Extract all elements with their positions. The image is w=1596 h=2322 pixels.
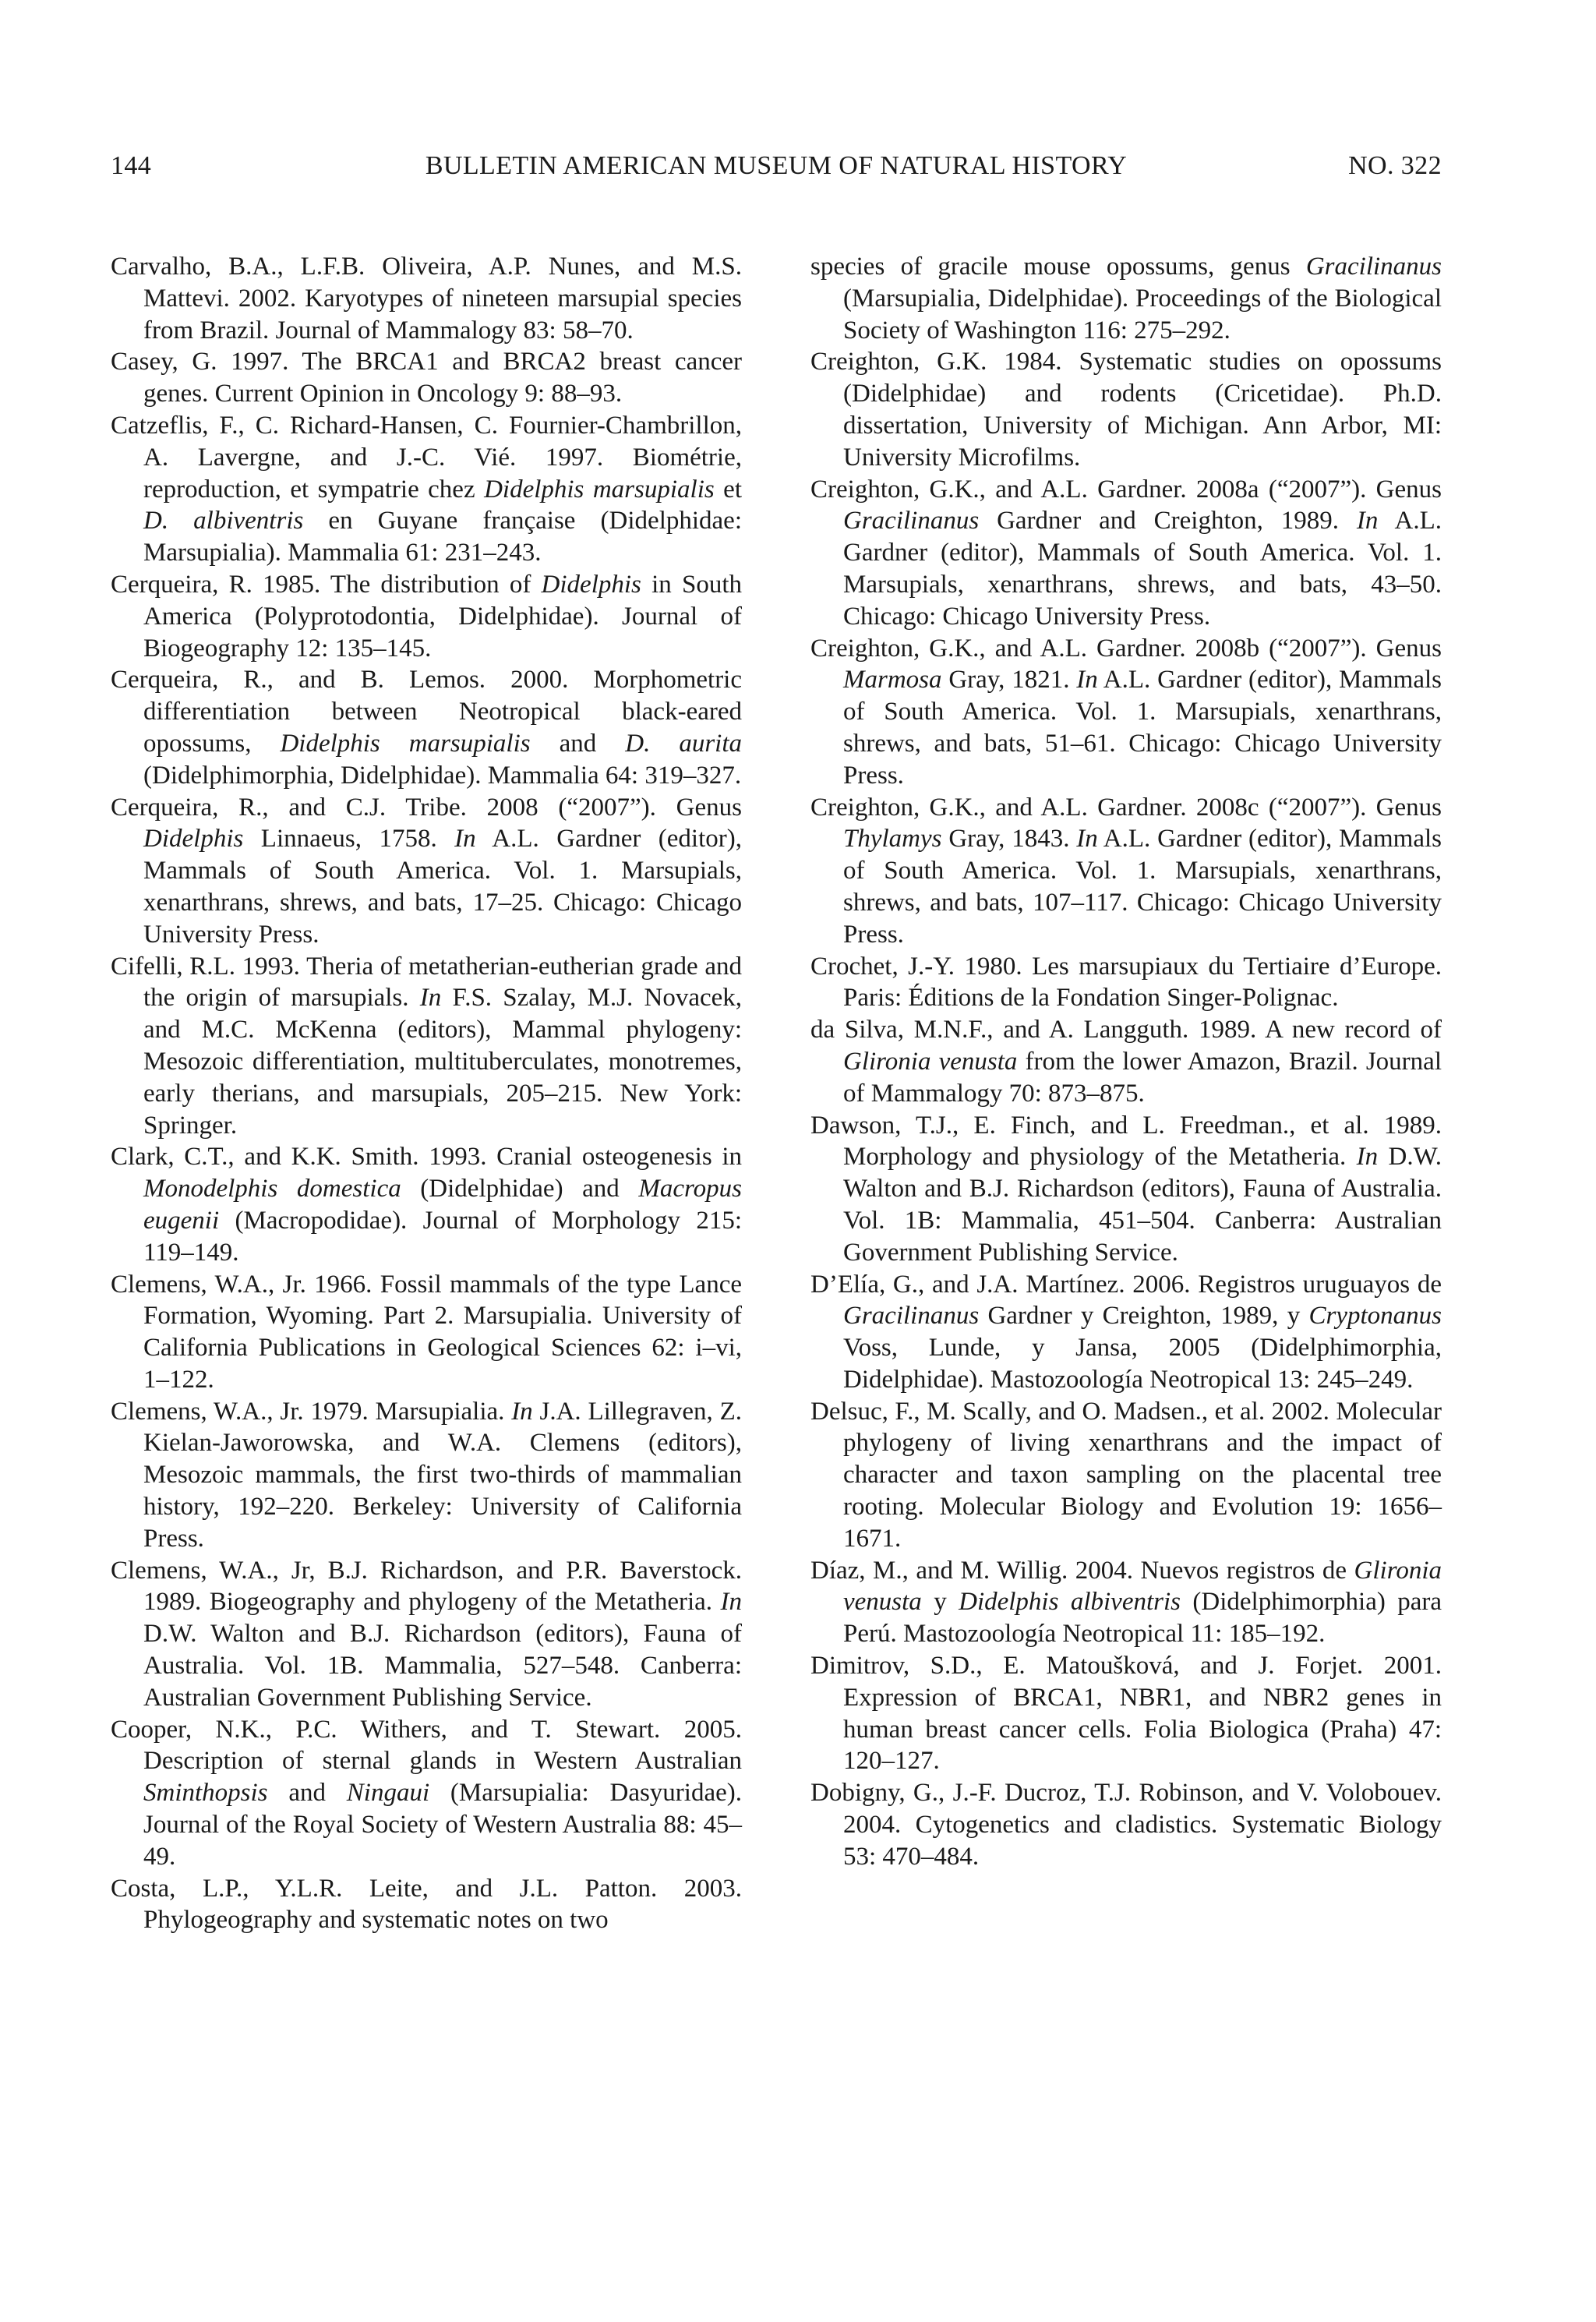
reference-text: A.L. Gardner (editor), Mammals of South America. Vol. 1. Marsupials, xenarthrans, shrews, and bats, 107–117. Chicago: Chicago University Press. — [843, 825, 1442, 949]
reference-entry — [111, 1269, 742, 1396]
reference-entry — [810, 1269, 1442, 1396]
reference-entry — [111, 569, 742, 664]
reference-text: in South America (Polyprotodontia, Didelphidae). Journal of Biogeography 12: 135–145. — [143, 570, 742, 663]
reference-entry — [810, 792, 1442, 951]
references-left-column — [111, 251, 742, 1936]
reference-text: (Macropodidae). Journal of Morphology 215: 119–149. — [143, 1206, 742, 1267]
reference-text: Clemens, W.A., Jr. 1966. Fossil mammals of the type Lance Formation, Wyoming. Part 2. Marsupialia. University of California Publications in Geological Sciences 62: i–vi, 1–122. — [111, 1270, 742, 1394]
reference-text: Gardner and Creighton, 1989. — [979, 507, 1357, 535]
italic-term: Sminthopsis — [143, 1779, 268, 1808]
italic-term: Glironia venusta — [843, 1047, 1018, 1076]
reference-text: (Didelphimorphia, Didelphidae). Mammalia 64: 319–327. — [143, 761, 742, 790]
italic-term: In — [720, 1588, 742, 1617]
reference-text: Clark, C.T., and K.K. Smith. 1993. Cranial osteogenesis in — [111, 1143, 742, 1172]
running-header — [111, 147, 1442, 186]
reference-text: Catzeflis, F., C. Richard-Hansen, C. Fournier-Chambrillon, A. Lavergne, and J.-C. Vié. 1997. Biométrie, reproduction, et sympatrie chez — [111, 411, 742, 504]
reference-text: (Didelphimorphia) para Perú. Mastozoología Neotropical 11: 185–192. — [843, 1588, 1442, 1649]
journal-title: BULLETIN AMERICAN MUSEUM OF NATURAL HISTORY — [425, 151, 1128, 180]
reference-entry — [111, 1396, 742, 1555]
reference-entry — [111, 951, 742, 1142]
reference-text: Cooper, N.K., P.C. Withers, and T. Stewart. 2005. Description of sternal glands in Western Australian — [111, 1715, 742, 1776]
reference-text: Cerqueira, R., and C.J. Tribe. 2008 (“2007”). Genus — [111, 793, 742, 822]
reference-text: Dobigny, G., J.-F. Ducroz, T.J. Robinson, and V. Volobouev. 2004. Cytogenetics and cladistics. Systematic Biology 53: 470–484. — [810, 1779, 1442, 1871]
reference-text: et — [714, 475, 742, 504]
reference-text: Creighton, G.K. 1984. Systematic studies on opossums (Didelphidae) and rodents (Cricetidae). Ph.D. dissertation, University of Michigan. Ann Arbor, MI: University Microfilms. — [810, 348, 1442, 472]
reference-entry — [111, 792, 742, 951]
reference-entry — [810, 1650, 1442, 1777]
reference-text: Gray, 1843. — [941, 825, 1077, 854]
reference-text: from the lower Amazon, Brazil. Journal of Mammalogy 70: 873–875. — [843, 1047, 1442, 1108]
reference-text: and — [267, 1779, 347, 1808]
italic-term: Thylamys — [843, 825, 942, 854]
italic-term: Didelphis marsupialis — [280, 729, 531, 758]
reference-entry — [111, 410, 742, 569]
reference-text: y — [921, 1588, 959, 1617]
reference-entry — [810, 474, 1442, 633]
reference-text: A.L. Gardner (editor), Mammals of South America. Vol. 1. Marsupials, xenarthrans, shrews, and bats, 43–50. Chicago: Chicago University Press. — [843, 507, 1442, 631]
reference-entry — [810, 951, 1442, 1015]
reference-text: (Marsupialia, Didelphidae). Proceedings of the Biological Society of Washington 116: 275–292. — [843, 284, 1442, 345]
italic-term: Monodelphis domestica — [143, 1175, 401, 1203]
italic-term: Gracilinanus — [843, 1302, 980, 1331]
page-number: 144 — [111, 151, 152, 180]
reference-text: en Guyane française (Didelphidae: Marsupialia). Mammalia 61: 231–243. — [143, 507, 742, 567]
italic-term: Didelphis marsupialis — [484, 475, 715, 504]
reference-entry — [111, 1555, 742, 1714]
issue-number: NO. 322 — [1348, 151, 1442, 180]
reference-entry — [810, 1777, 1442, 1872]
reference-text: Carvalho, B.A., L.F.B. Oliveira, A.P. Nunes, and M.S. Mattevi. 2002. Karyotypes of nineteen marsupial species from Brazil. Journal of Mammalogy 83: 58–70. — [111, 253, 742, 345]
italic-term: In — [1356, 507, 1379, 535]
italic-term: In — [1076, 825, 1098, 854]
reference-entry — [111, 1873, 742, 1937]
reference-text: F.S. Szalay, M.J. Novacek, and M.C. McKenna (editors), Mammal phylogeny: Mesozoic differentiation, multituberculates, monotremes, early therians, and marsupials, 205–215. New York: Springer. — [143, 984, 743, 1140]
reference-entry — [810, 251, 1442, 346]
reference-entry — [810, 633, 1442, 792]
reference-text: Creighton, G.K., and A.L. Gardner. 2008b (“2007”). Genus — [810, 634, 1442, 663]
reference-text: Voss, Lunde, y Jansa, 2005 (Didelphimorphia, Didelphidae). Mastozoología Neotropical 13: 245–249. — [843, 1334, 1442, 1394]
reference-text: Gray, 1821. — [941, 666, 1077, 694]
reference-text: Creighton, G.K., and A.L. Gardner. 2008a (“2007”). Genus — [810, 475, 1442, 504]
reference-text: D.W. Walton and B.J. Richardson (editors), Fauna of Australia. Vol. 1B: Mammalia, 451–504. Canberra: Australian Government Publishing Service. — [843, 1143, 1442, 1267]
reference-entry — [810, 1396, 1442, 1555]
reference-text: (Marsupialia: Dasyuridae). Journal of the Royal Society of Western Australia 88: 45–49. — [143, 1779, 742, 1871]
reference-text: Clemens, W.A., Jr. 1979. Marsupialia. — [111, 1397, 512, 1426]
reference-text: Casey, G. 1997. The BRCA1 and BRCA2 breast cancer genes. Current Opinion in Oncology 9: 88–93. — [111, 348, 742, 408]
reference-entry — [810, 1014, 1442, 1109]
reference-entry — [111, 346, 742, 410]
reference-text: A.L. Gardner (editor), Mammals of South America. Vol. 1. Marsupials, xenarthrans, shrews, and bats, 17–25. Chicago: Chicago University Press. — [143, 825, 742, 949]
italic-term: Didelphis albiventris — [959, 1588, 1181, 1617]
italic-term: Didelphis — [143, 825, 244, 854]
reference-entry — [810, 1555, 1442, 1650]
italic-term: In — [511, 1397, 533, 1426]
reference-text: Dawson, T.J., E. Finch, and L. Freedman., et al. 1989. Morphology and physiology of the Metatheria. — [810, 1111, 1442, 1172]
reference-text: da Silva, M.N.F., and A. Langguth. 1989. A new record of — [810, 1016, 1442, 1044]
reference-text: Cerqueira, R., and B. Lemos. 2000. Morphometric differentiation between Neotropical black-eared opossums, — [111, 666, 742, 758]
italic-term: In — [1356, 1143, 1379, 1172]
reference-entry — [111, 1141, 742, 1268]
reference-text: Linnaeus, 1758. — [243, 825, 455, 854]
italic-term: Gracilinanus — [843, 507, 980, 535]
reference-text: D.W. Walton and B.J. Richardson (editors), Fauna of Australia. Vol. 1B. Mammalia, 527–548. Canberra: Australian Government Publishing Service. — [143, 1620, 742, 1712]
reference-entry — [111, 1714, 742, 1873]
reference-entry — [111, 251, 742, 346]
reference-text: Creighton, G.K., and A.L. Gardner. 2008c (“2007”). Genus — [810, 793, 1442, 822]
italic-term: In — [454, 825, 476, 854]
italic-term: Glironia venusta — [843, 1556, 1442, 1617]
reference-text: A.L. Gardner (editor), Mammals of South America. Vol. 1. Marsupials, xenarthrans, shrews, and bats, 51–61. Chicago: Chicago University Press. — [843, 666, 1442, 790]
reference-text: Clemens, W.A., Jr, B.J. Richardson, and P.R. Baverstock. 1989. Biogeography and phylogeny of the Metatheria. — [111, 1556, 742, 1617]
italic-term: Ningaui — [346, 1779, 430, 1808]
italic-term: D. aurita — [625, 729, 742, 758]
italic-term: Didelphis — [541, 570, 641, 599]
reference-text: Cifelli, R.L. 1993. Theria of metatherian-eutherian grade and the origin of marsupials. — [111, 952, 742, 1013]
reference-text: and — [530, 729, 626, 758]
italic-term: In — [419, 984, 442, 1013]
reference-text: J.A. Lillegraven, Z. Kielan-Jaworowska, and W.A. Clemens (editors), Mesozoic mammals, the first two-thirds of mammalian history, 192–220. Berkeley: University of California Press. — [143, 1397, 742, 1553]
italic-term: Marmosa — [843, 666, 942, 694]
italic-term: In — [1076, 666, 1098, 694]
reference-text: Gardner y Creighton, 1989, y — [979, 1302, 1309, 1331]
reference-entry — [111, 664, 742, 791]
italic-term: Macropus eugenii — [143, 1175, 743, 1235]
reference-text: Díaz, M., and M. Willig. 2004. Nuevos registros de — [810, 1556, 1354, 1585]
reference-text: Dimitrov, S.D., E. Matoušková, and J. Forjet. 2001. Expression of BRCA1, NBR1, and NBR2 genes in human breast cancer cells. Folia Biologica (Praha) 47: 120–127. — [810, 1652, 1442, 1776]
references-right-column — [810, 251, 1442, 1873]
reference-text: species of gracile mouse opossums, genus — [810, 253, 1306, 281]
reference-text: (Didelphidae) and — [401, 1175, 639, 1203]
italic-term: Gracilinanus — [1305, 253, 1442, 281]
reference-text: Delsuc, F., M. Scally, and O. Madsen., et al. 2002. Molecular phylogeny of living xenarthrans and the impact of character and taxon sampling on the placental tree rooting. Molecular Biology and Evolution 19: 1656–1671. — [810, 1397, 1442, 1553]
reference-entry — [810, 1110, 1442, 1269]
italic-term: D. albiventris — [143, 507, 304, 535]
reference-text: Crochet, J.-Y. 1980. Les marsupiaux du Tertiaire d’Europe. Paris: Éditions de la Fondation Singer-Polignac. — [810, 952, 1442, 1013]
reference-text: Cerqueira, R. 1985. The distribution of — [111, 570, 542, 599]
reference-entry — [810, 346, 1442, 473]
italic-term: Cryptonanus — [1308, 1302, 1442, 1331]
reference-text: Costa, L.P., Y.L.R. Leite, and J.L. Patton. 2003. Phylogeography and systematic notes on two — [111, 1874, 742, 1935]
reference-text: D’Elía, G., and J.A. Martínez. 2006. Registros uruguayos de — [810, 1270, 1442, 1299]
